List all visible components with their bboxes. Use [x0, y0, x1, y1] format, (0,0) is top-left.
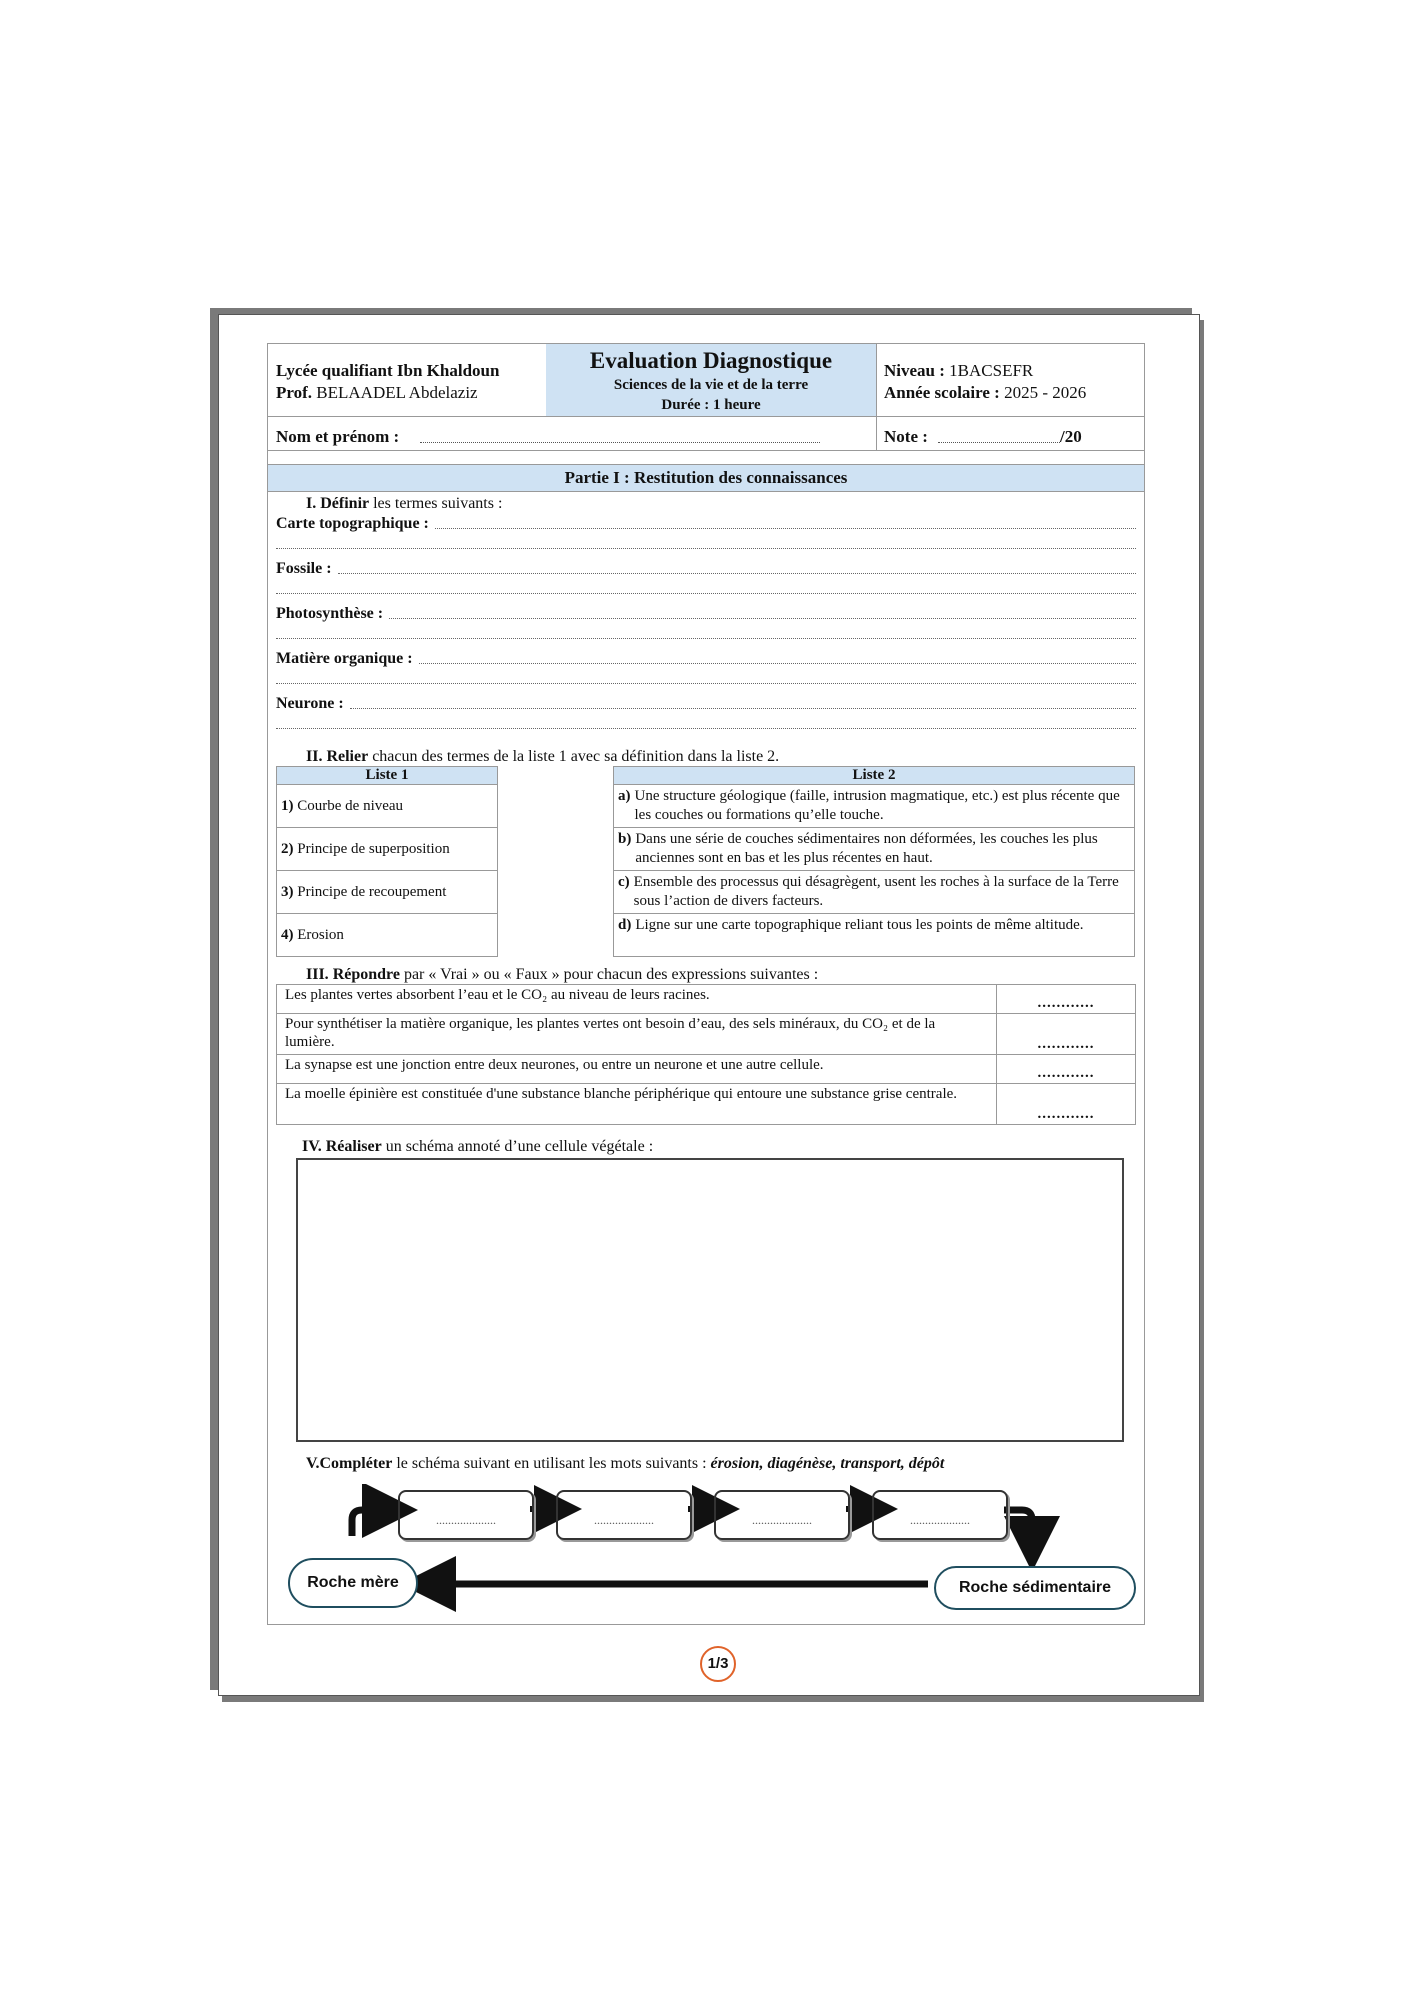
- list2-header: Liste 2: [614, 767, 1135, 785]
- exam-sheet: [267, 343, 1145, 1625]
- header-title-cell: [546, 344, 877, 416]
- definition-line[interactable]: [276, 538, 1136, 549]
- cycle-box-1[interactable]: ....................: [398, 1490, 534, 1540]
- q1-instruction: I. Définir les termes suivants :: [306, 495, 503, 512]
- answer-field[interactable]: ............: [997, 985, 1136, 1014]
- roche-sedimentaire-node: Roche sédimentaire: [934, 1566, 1136, 1610]
- header-school-cell: [268, 344, 547, 416]
- exam-duration: Durée : 1 heure: [661, 397, 761, 413]
- list2-item[interactable]: b) Dans une série de couches sédimentaires non déformées, les couches les plus anciennes sont en bas et les plus récentes en haut.: [614, 828, 1135, 871]
- statement: La synapse est une jonction entre deux neurones, ou entre un neurone et une autre cellule.: [277, 1055, 997, 1084]
- drawing-area[interactable]: [296, 1158, 1124, 1442]
- list2-item[interactable]: c) Ensemble des processus qui désagrègent, usent les roches à la surface de la Terre sous l’action de divers facteurs.: [614, 871, 1135, 914]
- answer-field[interactable]: ............: [997, 1084, 1136, 1125]
- q5-words: érosion, diagénèse, transport, dépôt: [710, 1455, 945, 1472]
- annee-value: 2025 - 2026: [1004, 383, 1087, 402]
- exam-title: Evaluation Diagnostique: [589, 348, 833, 373]
- exam-page: [218, 314, 1200, 1696]
- q2-instruction: II. Relier chacun des termes de la liste 1 avec sa définition dans la liste 2.: [306, 748, 780, 765]
- cycle-box-3[interactable]: ....................: [714, 1490, 850, 1540]
- list1-item[interactable]: 2) Principe de superposition: [277, 828, 498, 871]
- definition-line[interactable]: [276, 583, 1136, 594]
- q3-instruction: III. Répondre par « Vrai » ou « Faux » pour chacun des expressions suivantes :: [306, 966, 819, 983]
- definition-carte-topographique[interactable]: Carte topographique :: [276, 514, 1136, 534]
- list1-item[interactable]: 4) Erosion: [277, 914, 498, 957]
- niveau-value: 1BACSEFR: [949, 361, 1034, 380]
- definition-neurone[interactable]: Neurone :: [276, 694, 1136, 714]
- header: [268, 344, 1144, 417]
- nom-field[interactable]: [420, 430, 820, 443]
- definition-matiere-organique[interactable]: Matière organique :: [276, 649, 1136, 669]
- roche-mere-node: Roche mère: [288, 1558, 418, 1608]
- list1-table: [276, 766, 498, 957]
- niveau-line: Niveau : 1BACSEFR: [884, 361, 1034, 380]
- answer-field[interactable]: ............: [997, 1055, 1136, 1084]
- page-number: 1/3: [700, 1646, 736, 1682]
- list1-header: Liste 1: [277, 767, 498, 785]
- definition-fossile[interactable]: Fossile :: [276, 559, 1136, 579]
- annee-line: Année scolaire : 2025 - 2026: [884, 383, 1087, 402]
- partie1-title: Partie I : Restitution des connaissances: [268, 464, 1144, 492]
- nom-label: Nom et prénom :: [276, 427, 400, 446]
- q5-instruction: V.Compléter le schéma suivant en utilisant les mots suivants : érosion, diagénèse, transport, dépôt: [306, 1455, 945, 1472]
- note-label: Note :: [884, 427, 928, 446]
- arrow: [1004, 1510, 1032, 1544]
- cycle-box-4[interactable]: ....................: [872, 1490, 1008, 1540]
- exam-subject: Sciences de la vie et de la terre: [613, 377, 809, 393]
- name-note-row: [268, 416, 1144, 451]
- q4-instruction: IV. Réaliser un schéma annoté d’une cellule végétale :: [302, 1138, 654, 1155]
- list2-item[interactable]: a) Une structure géologique (faille, intrusion magmatique, etc.) est plus récente que les couches ou formations qu’elle touche.: [614, 785, 1135, 828]
- school-name: Lycée qualifiant Ibn Khaldoun: [276, 361, 500, 380]
- list1-item[interactable]: 1) Courbe de niveau: [277, 785, 498, 828]
- definition-photosynthese[interactable]: Photosynthèse :: [276, 604, 1136, 624]
- prof-name: BELAADEL Abdelaziz: [316, 383, 478, 402]
- definition-line[interactable]: [276, 628, 1136, 639]
- definition-line[interactable]: [276, 673, 1136, 684]
- statement: La moelle épinière est constituée d'une substance blanche périphérique qui entoure une substance grise centrale.: [277, 1084, 997, 1125]
- statement: Les plantes vertes absorbent l’eau et le CO₂ au niveau de leurs racines.: [277, 985, 997, 1014]
- arrow: [352, 1510, 390, 1536]
- prof-line: Prof. BELAADEL Abdelaziz: [276, 383, 478, 402]
- list1-item[interactable]: 3) Principe de recoupement: [277, 871, 498, 914]
- answer-field[interactable]: ............: [997, 1014, 1136, 1055]
- header-level-cell: [876, 344, 1144, 416]
- true-false-table: [276, 984, 1136, 1125]
- list2-table: [613, 766, 1135, 957]
- cycle-box-2[interactable]: ....................: [556, 1490, 692, 1540]
- note-max: /20: [1060, 427, 1082, 446]
- list2-item[interactable]: d) Ligne sur une carte topographique reliant tous les points de même altitude.: [614, 914, 1135, 957]
- note-field[interactable]: [938, 430, 1060, 443]
- statement: Pour synthétiser la matière organique, les plantes vertes ont besoin d’eau, des sels minéraux, du CO₂ et de la lumière.: [277, 1014, 997, 1055]
- definition-line[interactable]: [276, 718, 1136, 729]
